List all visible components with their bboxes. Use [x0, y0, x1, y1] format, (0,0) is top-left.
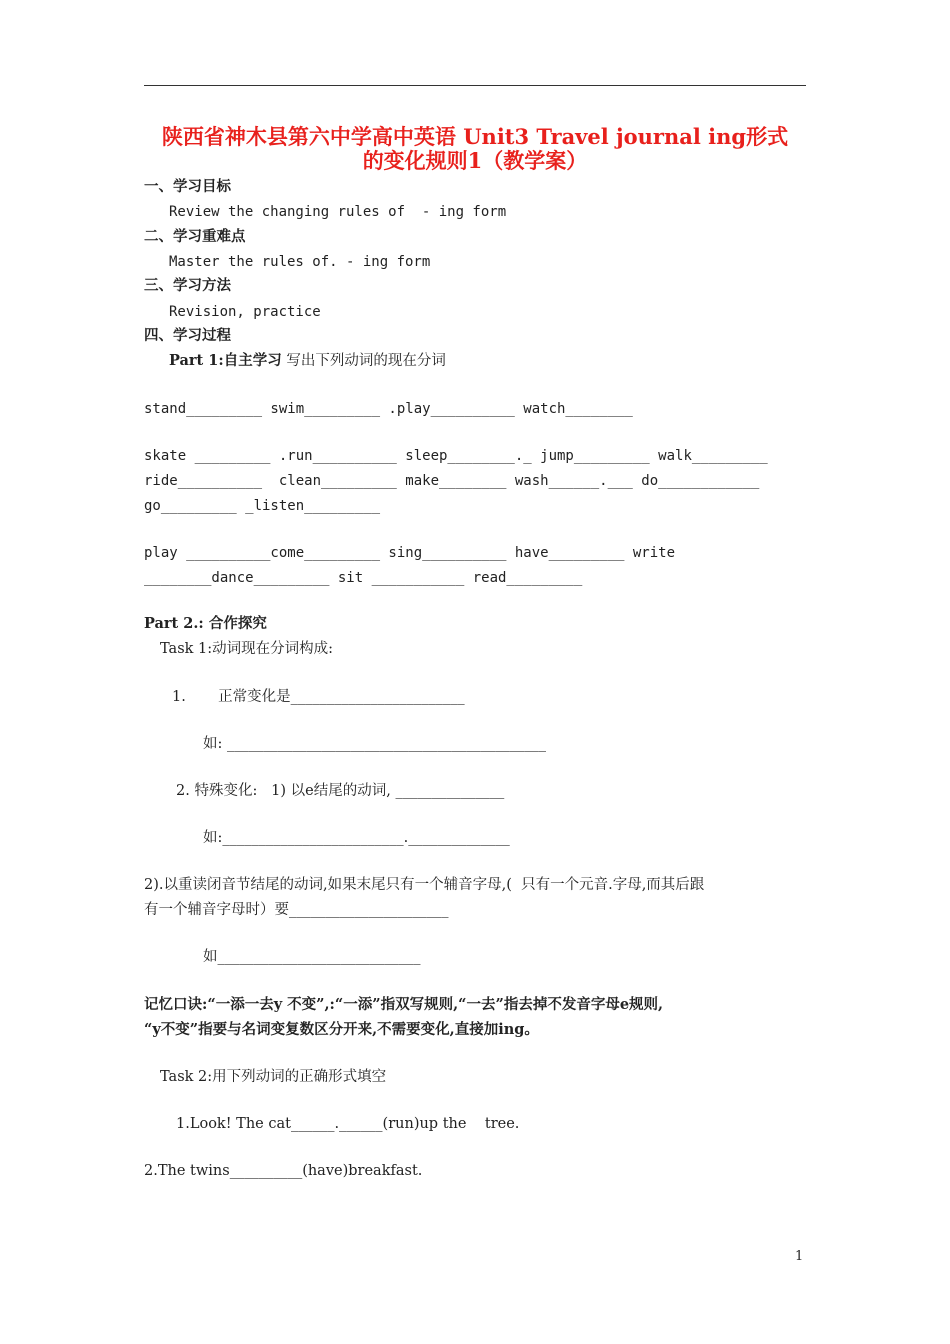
section-heading-method: 三、学习方法	[144, 277, 231, 294]
task1-heading: Task 1:动词现在分词构成:	[160, 641, 334, 657]
page-number: 1	[795, 1249, 804, 1264]
part1-instruction: 写出下列动词的现在分词	[286, 353, 446, 369]
mnemonic-text: 记忆口诀:“一添一去y 不变”,:“一添”指双写规则,“一去”指去掉不发音字母e规则,	[144, 996, 664, 1013]
header-rule	[144, 85, 806, 86]
keypoints-text: Master the rules of. - ing form	[169, 254, 431, 270]
document-title-line2: 的变化规则1（教学案）	[362, 148, 588, 173]
task2-heading: Task 2:用下列动词的正确形式填空	[160, 1069, 387, 1085]
section-heading-process: 四、学习过程	[144, 327, 231, 344]
section-heading-objectives: 一、学习目标	[144, 178, 231, 195]
rule-example-line: 如: ____________________________________________	[203, 736, 546, 752]
verb-list-line: skate _________ .run__________ sleep________._ jump_________ walk_________	[144, 448, 768, 464]
rule-item-double-cont: 有一个辅音字母时）要______________________	[144, 902, 449, 918]
rule-example-line: 如:_________________________.______________	[203, 830, 510, 846]
method-text: Revision, practice	[169, 304, 321, 320]
part2-heading: Part 2.: 合作探究	[144, 615, 267, 632]
part1-line	[169, 351, 446, 371]
objectives-text: Review the changing rules of - ing form	[169, 204, 507, 220]
mnemonic-text-cont: “y不变”指要与名词变复数区分开来,不需要变化,直接加ing。	[144, 1021, 539, 1038]
rule-example-line: 如____________________________	[203, 949, 421, 965]
verb-list-line: ________dance_________ sit ___________ read_________	[144, 570, 583, 586]
part1-heading: Part 1:自主学习	[169, 352, 282, 369]
exercise-question: 2.The twins__________(have)breakfast.	[144, 1163, 423, 1179]
section-heading-keypoints: 二、学习重难点	[144, 228, 246, 245]
verb-list-line: ride__________ clean_________ make________ wash______.___ do____________	[144, 473, 760, 489]
rule-item-normal: 1. 正常变化是________________________	[172, 689, 465, 705]
exercise-question: 1.Look! The cat______.______(run)up the tree.	[176, 1116, 520, 1132]
document-title: 陕西省神木县第六中学高中英语 Unit3 Travel journal ing形式	[161, 124, 789, 149]
rule-item-double: 2).以重读闭音节结尾的动词,如果末尾只有一个辅音字母,( 只有一个元音.字母,而其后跟	[144, 877, 705, 893]
verb-list-line: play __________come_________ sing__________ have_________ write	[144, 545, 676, 561]
verb-list-line: go_________ _listen_________	[144, 498, 381, 514]
rule-item-special: 2. 特殊变化: 1) 以e结尾的动词, _______________	[176, 783, 505, 799]
verb-list-line: stand_________ swim_________ .play__________ watch________	[144, 401, 633, 417]
